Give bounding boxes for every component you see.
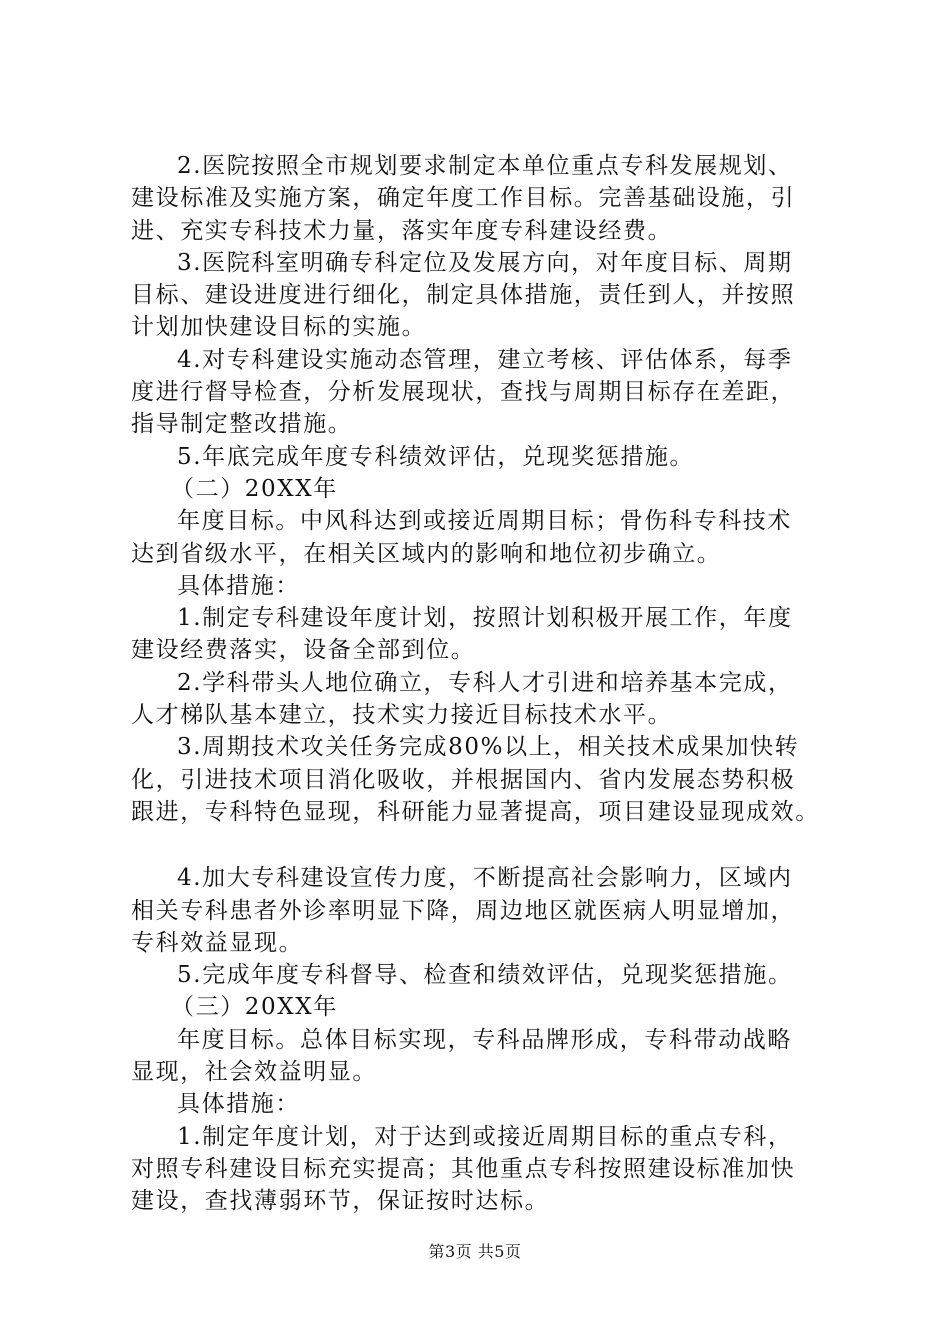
paragraph-line: 进、充实专科技术力量，落实年度专科建设经费。 xyxy=(131,217,673,244)
paragraph-line: 2.学科带头人地位确立，专科人才引进和培养基本完成， xyxy=(177,669,793,696)
paragraph-line: 对照专科建设目标充实提高；其他重点专科按照建设标准加快 xyxy=(131,1155,796,1182)
paragraph-line: 5.完成年度专科督导、检查和绩效评估，兑现奖惩措施。 xyxy=(177,962,793,989)
paragraph-line: 1.制定年度计划，对于达到或接近周期目标的重点专科， xyxy=(177,1123,793,1150)
paragraph-line: 年度目标。中风科达到或接近周期目标；骨伤科专科技术 xyxy=(177,508,792,535)
paragraph-line: 相关专科患者外诊率明显下降，周边地区就医病人明显增加， xyxy=(131,897,796,924)
subheading: 具体措施： xyxy=(177,1091,300,1118)
subheading: 具体措施： xyxy=(177,572,300,599)
paragraph-line: 2.医院按照全市规划要求制定本单位重点专科发展规划、 xyxy=(177,153,793,179)
section-heading: （二）20XX年 xyxy=(171,475,338,502)
paragraph-line: 4.加大专科建设宣传力度，不断提高社会影响力，区域内 xyxy=(177,865,793,892)
paragraph-line: 建设标准及实施方案，确定年度工作目标。完善基础设施，引 xyxy=(131,185,796,212)
paragraph-line: 3.医院科室明确专科定位及发展方向，对年度目标、周期 xyxy=(177,249,793,276)
blank-line xyxy=(131,828,846,862)
paragraph-line: 计划加快建设目标的实施。 xyxy=(131,314,427,341)
paragraph-line: 4.对专科建设实施动态管理，建立考核、评估体系，每季 xyxy=(177,346,793,373)
paragraph-line: 1.制定专科建设年度计划，按照计划积极开展工作，年度 xyxy=(177,605,793,632)
paragraph-line: 人才梯队基本建立，技术实力接近目标技术水平。 xyxy=(131,702,673,729)
paragraph-line: 跟进，专科特色显现，科研能力显著提高，项目建设显现成效。 xyxy=(131,798,820,825)
paragraph-line: 5.年底完成年度专科绩效评估，兑现奖惩措施。 xyxy=(177,443,695,470)
document-body xyxy=(131,150,846,1218)
paragraph-line: 建设经费落实，设备全部到位。 xyxy=(131,637,476,664)
paragraph-line: 3.周期技术攻关任务完成80%以上，相关技术成果加快转 xyxy=(177,734,800,761)
section-heading: （三）20XX年 xyxy=(171,994,338,1021)
paragraph-line: 年度目标。总体目标实现，专科品牌形成，专科带动战略 xyxy=(177,1026,792,1053)
paragraph-line: 显现，社会效益明显。 xyxy=(131,1059,377,1086)
paragraph-line: 建设，查找薄弱环节，保证按时达标。 xyxy=(131,1188,550,1215)
page-footer: 第3页 共5页 xyxy=(428,1242,522,1261)
paragraph-line: 目标、建设进度进行细化，制定具体措施，责任到人，并按照 xyxy=(131,282,796,309)
paragraph-line: 专科效益显现。 xyxy=(131,929,304,956)
paragraph-line: 指导制定整改措施。 xyxy=(131,411,353,438)
paragraph-line: 达到省级水平，在相关区域内的影响和地位初步确立。 xyxy=(131,540,722,567)
paragraph-line: 化，引进技术项目消化吸收，并根据国内、省内发展态势积极 xyxy=(131,766,796,793)
paragraph-line: 度进行督导检查，分析发展现状，查找与周期目标存在差距， xyxy=(131,379,796,406)
